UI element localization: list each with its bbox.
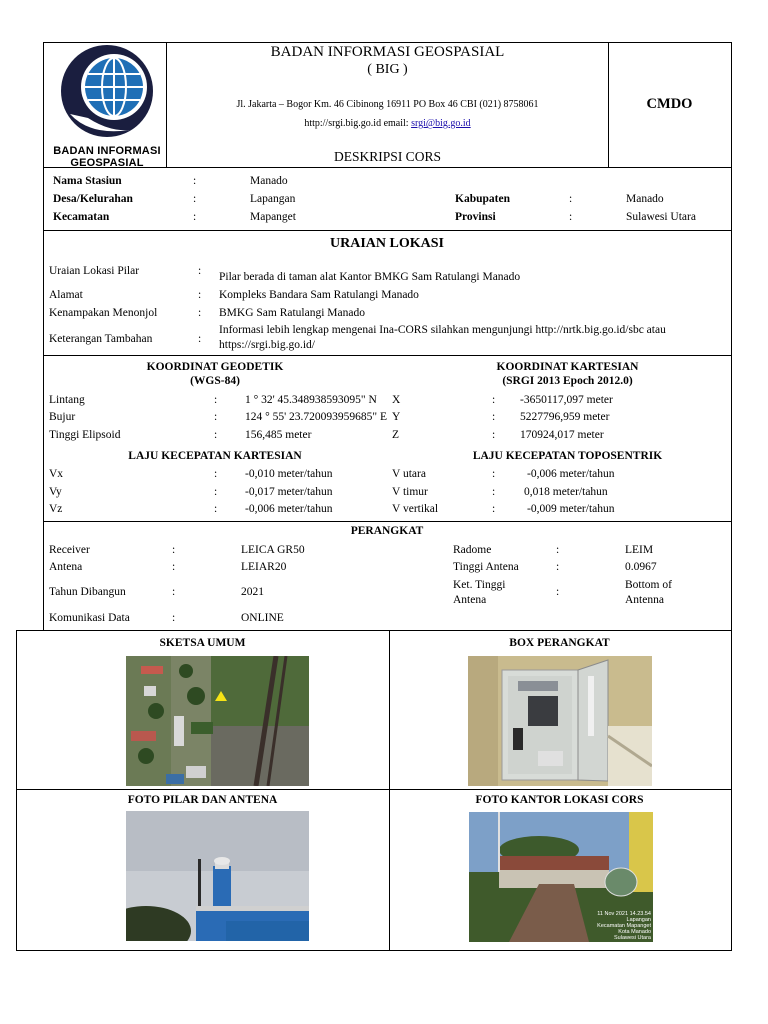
colon: : [172, 544, 176, 556]
nama-value: Manado [250, 175, 288, 187]
vy-value: -0,017 meter/tahun [245, 486, 333, 498]
stamp-line-4: Kota Manado [618, 929, 651, 935]
photo-timestamp [541, 911, 651, 941]
doc-title: DESKRIPSI CORS [334, 149, 441, 164]
sketsa-title: SKETSA UMUM [159, 637, 246, 649]
globe-logo-icon [50, 44, 164, 142]
uraian-pilar-label: Uraian Lokasi Pilar [49, 265, 140, 277]
org-abbr: ( BIG ) [367, 62, 408, 77]
komunikasi-value: ONLINE [241, 612, 284, 624]
photo-divider-vertical [389, 630, 390, 950]
sketsa-satellite-image [126, 656, 309, 786]
laju-kartesian-title: LAJU KECEPATAN KARTESIAN [128, 450, 302, 462]
perangkat-title: PERANGKAT [350, 525, 424, 537]
vy-label: Vy [49, 486, 62, 498]
vz-value: -0,006 meter/tahun [245, 503, 333, 515]
koordinat-bottom-rule [43, 521, 731, 522]
kabupaten-value: Manado [626, 193, 664, 205]
keterangan-label: Keterangan Tambahan [49, 333, 153, 345]
nama-label: Nama Stasiun [53, 175, 122, 187]
v-timur-label: V timur [392, 486, 428, 498]
v-utara-value: -0,006 meter/tahun [527, 468, 615, 480]
ket-tinggi-value-1: Bottom of [625, 579, 672, 591]
colon: : [214, 411, 218, 423]
colon: : [492, 486, 496, 498]
ket-tinggi-label-2: Antena [453, 594, 487, 606]
colon: : [198, 265, 202, 277]
tahun-value: 2021 [241, 586, 264, 598]
stamp-line-3: Kecamatan Mapanget [597, 923, 651, 929]
bujur-value: 124 ° 55' 23.720093959685" E [245, 411, 388, 423]
kantor-title: FOTO KANTOR LOKASI CORS [475, 794, 644, 806]
v-vertikal-label: V vertikal [392, 503, 439, 515]
colon: : [492, 411, 496, 423]
provinsi-value: Sulawesi Utara [626, 211, 696, 223]
kenampakan-label: Kenampakan Menonjol [49, 307, 158, 319]
desa-value: Lapangan [250, 193, 296, 205]
tinggi-antena-value: 0.0967 [625, 561, 657, 573]
x-label: X [392, 394, 401, 406]
kartesian-subtitle: (SRGI 2013 Epoch 2012.0) [502, 375, 633, 387]
logo-text [50, 145, 164, 169]
uraian-bottom-rule [43, 355, 731, 356]
uraian-pilar-value: Pilar berada di taman alat Kantor BMKG Sam Ratulangi Manado [219, 271, 521, 283]
web-text: http://srgi.big.go.id email: [304, 118, 412, 129]
uraian-title: URAIAN LOKASI [330, 236, 444, 251]
v-utara-label: V utara [392, 468, 426, 480]
stamp-line-1: 11 Nov 2021 14.23.54 [597, 911, 651, 917]
kartesian-title: KOORDINAT KARTESIAN [496, 361, 639, 373]
box-perangkat-image [468, 656, 652, 786]
colon: : [556, 561, 560, 573]
radome-value: LEIM [625, 544, 654, 556]
colon: : [193, 211, 197, 223]
colon: : [172, 586, 176, 598]
v-vertikal-value: -0,009 meter/tahun [527, 503, 615, 515]
colon: : [198, 289, 202, 301]
tinggi-antena-label: Tinggi Antena [453, 561, 519, 573]
lintang-label: Lintang [49, 394, 85, 406]
kantor-lokasi-image [469, 812, 653, 942]
receiver-label: Receiver [49, 544, 90, 556]
antena-value: LEIAR20 [241, 561, 287, 573]
stamp-line-5: Sulawesi Utara [614, 935, 651, 941]
logo-line-1: BADAN INFORMASI [53, 145, 161, 157]
colon: : [556, 544, 560, 556]
colon: : [214, 429, 218, 441]
v-timur-value: 0,018 meter/tahun [524, 486, 608, 498]
alamat-value: Kompleks Bandara Sam Ratulangi Manado [219, 289, 419, 301]
lintang-value: 1 ° 32' 45.348938593095" N [245, 394, 377, 406]
email-link[interactable]: srgi@big.go.id [411, 118, 471, 129]
tinggi-elipsoid-value: 156,485 meter [245, 429, 312, 441]
tahun-label: Tahun Dibangun [49, 586, 126, 598]
station-bottom-rule [43, 230, 731, 231]
web-email [167, 118, 608, 129]
colon: : [198, 333, 202, 345]
geodetik-title: KOORDINAT GEODETIK [146, 361, 284, 373]
alamat-label: Alamat [49, 289, 83, 301]
pilar-antena-image [126, 811, 309, 941]
provinsi-label: Provinsi [455, 211, 496, 223]
big-logo [50, 44, 164, 169]
colon: : [172, 612, 176, 624]
org-title: BADAN INFORMASI GEOSPASIAL [270, 44, 505, 60]
colon: : [492, 429, 496, 441]
y-value: 5227796,959 meter [520, 411, 610, 423]
stamp-line-2: Lapangan [626, 917, 651, 923]
station-code: CMDO [646, 96, 693, 112]
antena-label: Antena [49, 561, 83, 573]
kabupaten-label: Kabupaten [455, 193, 510, 205]
x-value: -3650117,097 meter [520, 394, 613, 406]
colon: : [214, 486, 218, 498]
colon: : [214, 394, 218, 406]
colon: : [492, 468, 496, 480]
kenampakan-value: BMKG Sam Ratulangi Manado [219, 307, 365, 319]
keterangan-value-line1: Informasi lebih lengkap mengenai Ina-CORS silahkan mengunjungi http://nrtk.big.go.id/sbc atau [219, 324, 666, 336]
colon: : [193, 193, 197, 205]
photo-divider-horizontal [16, 789, 731, 790]
tinggi-elipsoid-label: Tinggi Elipsoid [49, 429, 121, 441]
colon: : [193, 175, 197, 187]
laju-toposentrik-title: LAJU KECEPATAN TOPOSENTRIK [472, 450, 663, 462]
geodetik-subtitle: (WGS-84) [190, 375, 240, 387]
radome-label: Radome [453, 544, 492, 556]
vx-label: Vx [49, 468, 64, 480]
receiver-value: LEICA GR50 [241, 544, 305, 556]
address: Jl. Jakarta – Bogor Km. 46 Cibinong 16911 PO Box 46 CBI (021) 8758061 [236, 99, 539, 110]
y-label: Y [392, 411, 401, 423]
keterangan-value-line2: https://srgi.big.go.id/ [219, 339, 315, 351]
colon: : [569, 193, 573, 205]
colon: : [172, 561, 176, 573]
kecamatan-value: Mapanget [250, 211, 296, 223]
ket-tinggi-value-2: Antenna [625, 594, 664, 606]
kecamatan-label: Kecamatan [53, 211, 110, 223]
z-label: Z [392, 429, 400, 441]
colon: : [556, 586, 560, 598]
desa-label: Desa/Kelurahan [53, 193, 133, 205]
colon: : [214, 503, 218, 515]
komunikasi-label: Komunikasi Data [49, 612, 130, 624]
vz-label: Vz [49, 503, 63, 515]
bujur-label: Bujur [49, 411, 76, 423]
colon: : [569, 211, 573, 223]
box-title: BOX PERANGKAT [509, 637, 610, 649]
pilar-title: FOTO PILAR DAN ANTENA [127, 794, 278, 806]
vx-value: -0,010 meter/tahun [245, 468, 333, 480]
colon: : [492, 503, 496, 515]
z-value: 170924,017 meter [520, 429, 604, 441]
colon: : [214, 468, 218, 480]
colon: : [492, 394, 496, 406]
logo-line-2: GEOSPASIAL [70, 157, 144, 169]
colon: : [198, 307, 202, 319]
ket-tinggi-label-1: Ket. Tinggi [453, 579, 506, 591]
